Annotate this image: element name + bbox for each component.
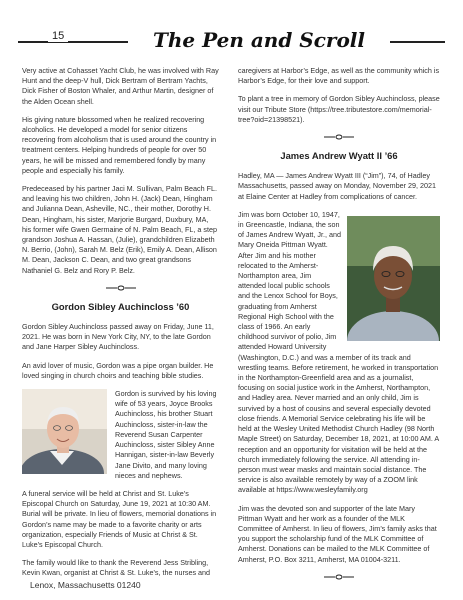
footer-location: Lenox, Massachusetts 01240 bbox=[30, 580, 141, 590]
wyatt-portrait-photo bbox=[347, 216, 440, 344]
intro-paragraph: His giving nature blossomed when he realized recovering alcoholics. He developed a model for senior citizens recovering from alcoholism that is used around the country in treatment centers. Helping hundreds of people for over 50 years, he will be missed and remembered fondly by many people and especially his family. bbox=[22, 114, 217, 175]
right-column bbox=[238, 66, 440, 591]
wyatt-intro: Hadley, MA — James Andrew Wyatt III (“Jim”), 74, of Hadley Massachusetts, passed away on Monday, November 29, 2021 at Elaine Center at Hadley from complications of cancer. bbox=[238, 171, 437, 201]
left-column bbox=[22, 66, 219, 587]
gordon-portrait-photo bbox=[22, 389, 107, 477]
masthead-rule-left bbox=[18, 41, 138, 43]
gordon-thanks: The family would like to thank the Reverend Jess Stribling, Kevin Kwan, organist at Christ & St. Luke’s, the nurses and bbox=[22, 558, 211, 578]
section-divider bbox=[238, 133, 440, 141]
divider-ornament-icon bbox=[106, 284, 136, 292]
page-number: 15 bbox=[48, 30, 68, 42]
gordon-service: A funeral service will be held at Christ and St. Luke’s Episcopal Church on Saturday, June 19, 2021 at 10:30 AM. Burial will be private. In lieu of flowers, memorial donations in Gordon’s name may be made to a favorite charity or arts organization, especially Friends of Music at Christ & St. Luke’s Episcopal Church. bbox=[22, 488, 217, 549]
continued-paragraph: caregivers at Harbor’s Edge, as well as the community which is Harbor’s Edge, for their love and support. bbox=[238, 66, 440, 86]
section-divider bbox=[238, 573, 440, 581]
gordon-paragraph: An avid lover of music, Gordon was a pipe organ builder. He loved singing in church choirs and teaching bible studies. bbox=[22, 360, 214, 380]
obituary-heading-gordon: Gordon Sibley Auchincloss ’60 bbox=[51, 300, 190, 312]
gordon-paragraph: Gordon Sibley Auchincloss passed away on Friday, June 11, 2021. He was born in New York City, NY, to the late Gordon and Jane Harper Sibley Auchincloss. bbox=[22, 322, 214, 352]
wyatt-devoted: Jim was the devoted son and supporter of the late Mary Pittman Wyatt and her work as a founder of the MLK Committee of Amherst. In lieu of flowers, Jim’s family asks that you support the scholarship fund of the MLK Committee of Amherst. Donations can be mailed to the MLK Committee of Amherst, P.O. Box 3211, Amherst, MA 01004-3211. bbox=[238, 503, 437, 564]
intro-paragraph: Predeceased by his partner Jaci M. Sullivan, Palm Beach FL. and leaving his two children, John H. (Jack) Dean, Hingham and Julianna Dean, Asheville, NC., their mother, Dorothy H. Dean, Hingham, his sister, Marjorie Burgard, Duxbury, MA, his former wife Gwen Germaine of N. Palm Beach, FL, a step grandson Joshua A. Hassan, (Julie), grandchildren Elizabeth N. Berrio, (John), Sarah M. Belz (Erik), Emily A. Dean, Allison M. Dean, Jackson C. Dean, and two great grandsons Nathaniel G. Belz and Rory P. Belz. bbox=[22, 184, 217, 275]
wyatt-bio: Jim was born October 10, 1947, in Greencastle, Indiana, the son of James Andrew Wyatt, Jr., and Mary Oneida Pittman Wyatt. After Jim and his mother relocated to the Amherst-Northampton area, Jim attended local public schools and the Lenox School for Boys, graduating from Amherst Regional High School with the class of 1966. An early childhood survivor of polio, Jim attended Howard University (Washington, D.C.) and was a member of its track and wrestling teams. Before retirement, he worked in transportation in the Northampton-Greenfield area and as a journalist, focusing on social justice work in the Amherst, Northampton, and Hadley area. Never married and an only child, Jim is survived by a host of cousins and several especially devoted close friends. A Memorial Service celebrating his life will be held at the Wesley United Methodist Church Hadley (98 North Maple Street) on Saturday, December 18, 2021, at 10:00 AM. A reception and an opportunity for visitation will be held at the church immediately following the service. All attending in-person must wear masks and maintain social distance. The service is also available remotely by way of a ZOOM link available at https://www.wesleyfamily.org bbox=[238, 209, 439, 495]
gordon-portrait-image bbox=[22, 389, 107, 474]
tribute-paragraph: To plant a tree in memory of Gordon Sibley Auchincloss, please visit our Tribute Store (https://tree.tributestore.com/memorial-tree?oid=21398521). bbox=[238, 94, 440, 124]
obituary-heading-wyatt: James Andrew Wyatt II ’66 bbox=[280, 150, 398, 162]
masthead-rule-right bbox=[383, 41, 445, 43]
divider-ornament-icon bbox=[324, 573, 354, 581]
masthead bbox=[18, 26, 445, 54]
section-divider bbox=[22, 284, 219, 292]
gordon-survived: Gordon is survived by his loving wife of 53 years, Joyce Brooks Auchincloss, his brother Stuart Auchincloss, sister-in-law the Reverend Susan Carpenter Auchincloss, sister Sibley Anne Hannigan, sister-in-law Beverly Jane Divito, and many loving nieces and nephews. bbox=[115, 389, 217, 480]
publication-title bbox=[128, 26, 390, 54]
publication-title-text: The Pen and Scroll bbox=[153, 28, 365, 52]
divider-ornament-icon bbox=[324, 133, 354, 141]
wyatt-portrait-image bbox=[347, 216, 440, 341]
intro-paragraph: Very active at Cohasset Yacht Club, he was involved with Ray Hunt and the deep-V hull, Dick Bertram of Bertram Yachts, Dick Fisher of Boston Whaler, and Arthur Martin, designer of the Alden Ocean shell. bbox=[22, 66, 219, 106]
